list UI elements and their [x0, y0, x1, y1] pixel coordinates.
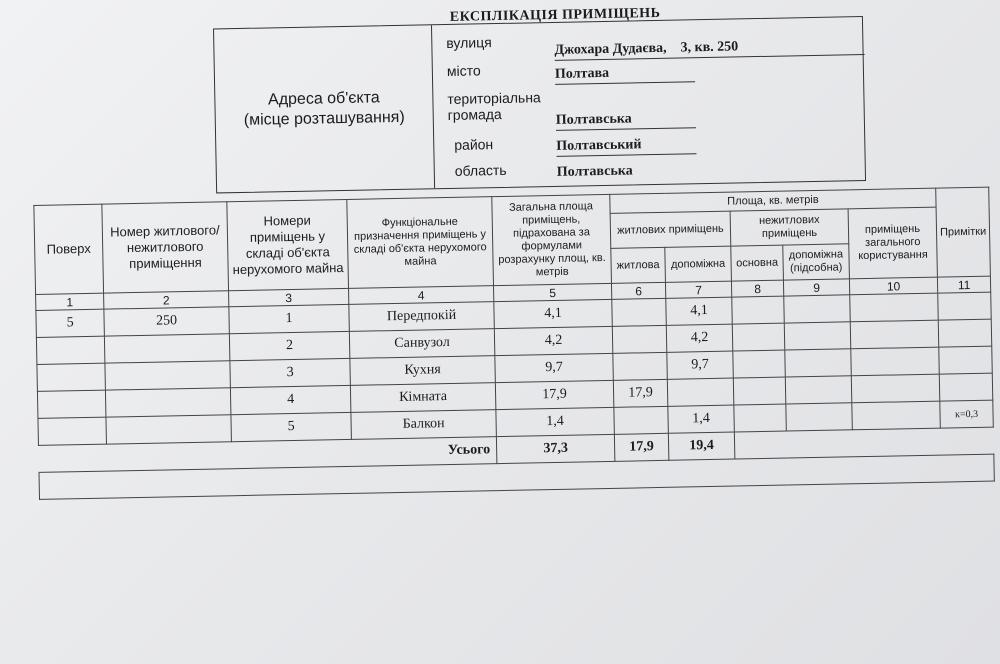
cell-function: Балкон — [351, 410, 496, 440]
community-value: Полтавська — [556, 110, 696, 131]
cell-aux-basement — [784, 295, 851, 323]
column-number: 10 — [849, 277, 937, 295]
cell-living — [612, 298, 667, 326]
address-heading — [214, 25, 435, 192]
cell-total: 9,7 — [495, 353, 613, 382]
street-label: вулиця — [446, 34, 492, 52]
cell-common — [851, 347, 940, 376]
total-aux: 19,4 — [668, 432, 735, 460]
header-common-use: приміщень загального користування — [848, 207, 937, 279]
cell-total: 1,4 — [496, 407, 614, 436]
header-auxiliary: допоміжна — [665, 246, 732, 282]
community-label-line1: територіальна — [447, 89, 541, 107]
cell-floor — [36, 336, 105, 364]
cell-main — [732, 323, 785, 351]
header-function: Функціональне призначення приміщень у складі об'єкта нерухомого майна — [347, 197, 494, 289]
district-value: Полтавський — [556, 136, 696, 157]
cell-aux-basement — [784, 322, 851, 350]
cell-main — [733, 377, 786, 405]
cell-room — [106, 415, 231, 444]
cell-room — [105, 388, 230, 417]
cell-note — [939, 373, 993, 401]
cell-living — [613, 352, 668, 380]
header-floor: Поверх — [34, 204, 104, 294]
column-number: 8 — [731, 280, 783, 297]
community-label-line2: громада — [447, 105, 502, 123]
header-notes: Примітки — [936, 187, 991, 277]
explication-sheet — [30, 5, 989, 510]
cell-note — [939, 346, 993, 374]
cell-room — [105, 361, 230, 390]
street-name: Джохара Дудаєва, — [554, 40, 667, 58]
address-heading-line1: Адреса об'єкта — [267, 88, 380, 108]
cell-note — [938, 292, 992, 320]
total-label: Усього — [38, 437, 496, 473]
cell-num: 5 — [231, 412, 351, 441]
cell-num: 2 — [229, 331, 349, 360]
column-number: 5 — [493, 283, 611, 301]
cell-common — [850, 320, 939, 349]
city-value: Полтава — [555, 64, 695, 85]
cell-living: 17,9 — [613, 379, 668, 407]
cell-main — [733, 350, 786, 378]
cell-living — [612, 325, 667, 353]
cell-floor — [37, 390, 106, 418]
cell-note — [938, 319, 992, 347]
header-area-group: Площа, кв. метрів — [610, 188, 936, 213]
header-main: основна — [731, 245, 784, 281]
cell-aux: 9,7 — [667, 351, 734, 379]
cell-aux-basement — [785, 349, 852, 377]
cell-total: 4,2 — [494, 326, 612, 355]
cell-main — [732, 296, 785, 324]
explication-table — [33, 187, 995, 500]
cell-function: Передпокій — [349, 302, 494, 332]
header-total-area: Загальна площа приміщень, підрахована за формулами розрахунку площ, кв. метрів — [492, 194, 612, 285]
column-number: 6 — [611, 282, 665, 299]
address-box — [213, 16, 866, 193]
cell-aux: 1,4 — [668, 405, 735, 433]
cell-room: 250 — [104, 307, 229, 336]
cell-function: Санвузол — [349, 329, 494, 359]
street-value — [554, 37, 864, 61]
cell-note: к=0,3 — [940, 400, 994, 428]
column-number: 3 — [229, 288, 349, 306]
cell-floor — [38, 417, 107, 445]
cell-num: 1 — [229, 304, 349, 333]
column-number: 1 — [36, 293, 104, 310]
cell-function: Кухня — [350, 356, 495, 386]
cell-main — [734, 404, 787, 432]
header-nonresidential: нежитлових приміщень — [730, 209, 849, 246]
district-label: район — [454, 136, 494, 153]
house-number: 3, кв. 250 — [680, 39, 739, 56]
region-value: Полтавська — [556, 163, 633, 180]
cell-floor: 5 — [36, 309, 105, 337]
cell-num: 4 — [230, 385, 350, 414]
cell-room — [104, 334, 229, 363]
cell-aux — [667, 378, 734, 406]
cell-floor — [37, 363, 106, 391]
cell-aux: 4,2 — [666, 324, 733, 352]
header-auxiliary-basement: допоміжна (підсобна) — [783, 244, 850, 280]
region-label: область — [454, 161, 507, 179]
header-room-number: Номер житлового/ нежитлового приміщення — [102, 202, 229, 293]
header-residential: житлових приміщень — [610, 211, 731, 248]
cell-aux-basement — [785, 376, 852, 404]
header-space-numbers: Номери приміщень у складі об'єкта нерухомого майна — [227, 199, 349, 290]
address-heading-line2: (місце розташування) — [243, 108, 405, 129]
header-living: житлова — [611, 247, 666, 283]
cell-function: Кімната — [350, 383, 495, 413]
cell-common — [852, 401, 941, 430]
document-title: ЕКСПЛІКАЦІЯ ПРИМІЩЕНЬ — [449, 5, 661, 25]
total-living: 17,9 — [614, 433, 669, 461]
column-number: 9 — [783, 279, 849, 296]
cell-common — [851, 374, 940, 403]
cell-common — [850, 293, 939, 322]
cell-aux: 4,1 — [666, 297, 733, 325]
cell-total: 17,9 — [495, 380, 613, 409]
column-number: 7 — [665, 281, 731, 298]
total-area: 37,3 — [496, 434, 614, 463]
cell-aux-basement — [786, 403, 853, 431]
cell-total: 4,1 — [494, 299, 612, 328]
column-number: 2 — [104, 291, 229, 309]
column-number: 11 — [937, 276, 990, 293]
cell-num: 3 — [230, 358, 350, 387]
city-label: місто — [446, 62, 481, 80]
cell-living — [614, 406, 669, 434]
column-number: 4 — [349, 286, 494, 305]
